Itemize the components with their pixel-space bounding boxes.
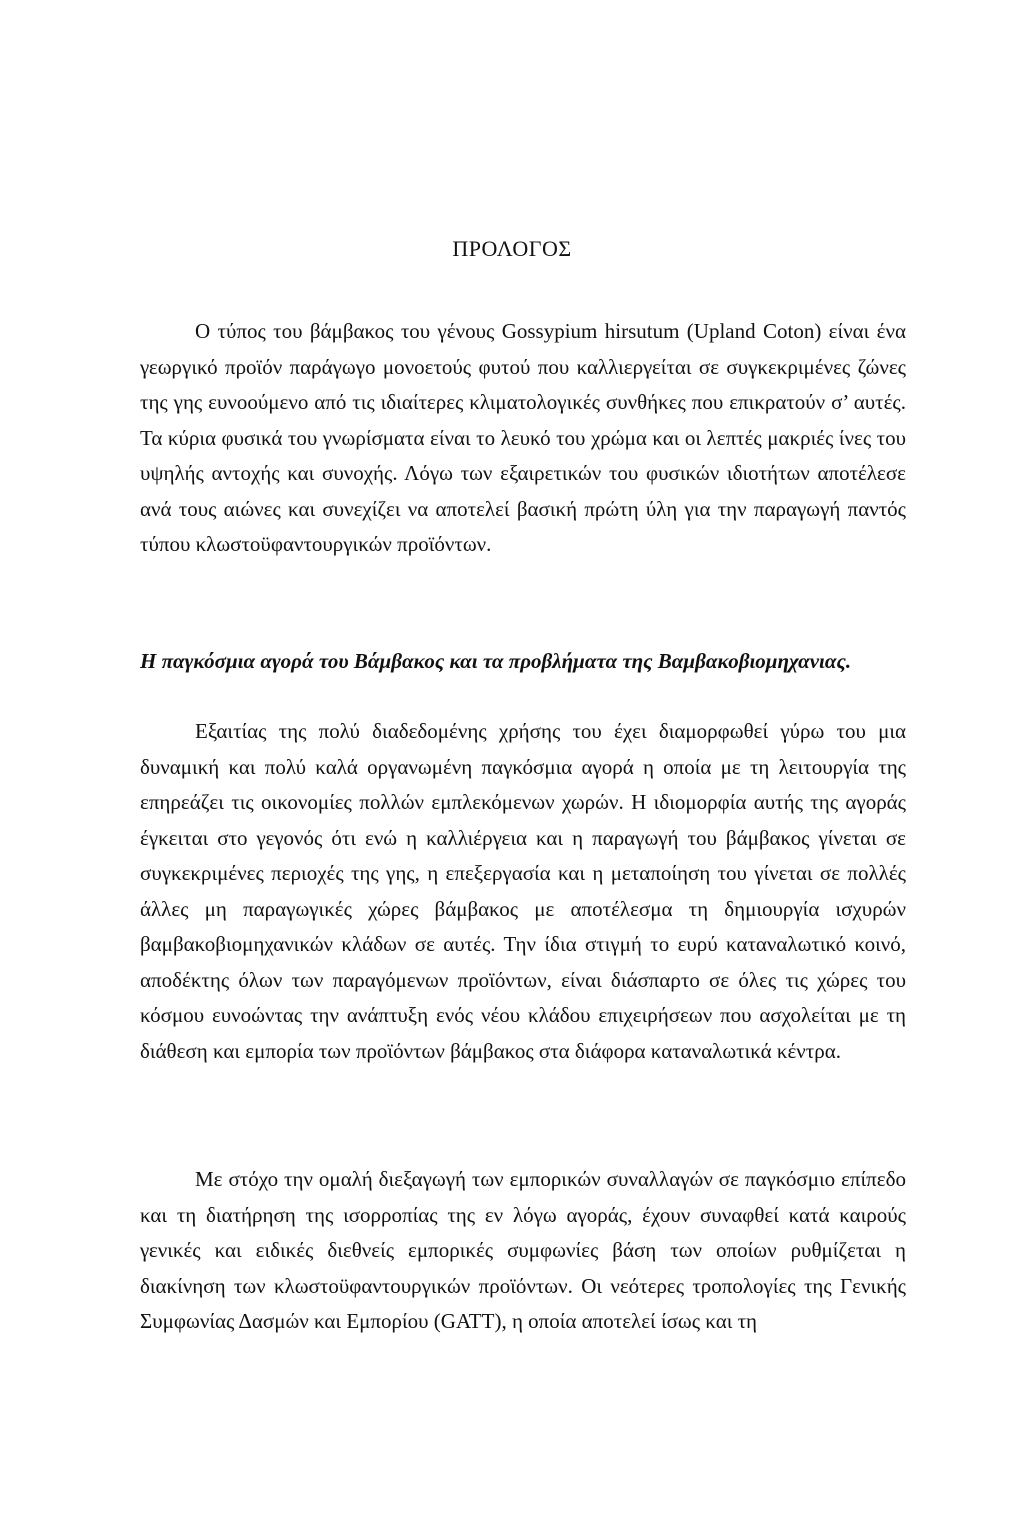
paragraph-agreements: Με στόχο την ομαλή διεξαγωγή των εμπορικών συναλλαγών σε παγκόσμιο επίπεδο και τη διατήρηση της ισορροπίας της εν λόγω αγοράς, έχουν συναφθεί κατά καιρούς γενικές και ειδικές διεθνείς εμπορικές συμφωνίες βάση των οποίων ρυθμίζεται η διακίνηση των κλωστοϋφαντουργικών προϊόντων. Οι νεότερες τροπολογίες της Γενικής Συμφωνίας Δασμών και Εμπορίου (GATT), η οποία αποτελεί ίσως και τη (140, 1167, 906, 1333)
paragraph-intro: Ο τύπος του βάμβακος του γένους Gossypium hirsutum (Upland Coton) είναι ένα γεωργικό προϊόν παράγωγο μονοετούς φυτού που καλλιεργείται σε συγκεκριμένες ζώνες της γης ευνοούμενο από τις ιδιαίτερες κλιματολογικές συνθήκες που επικρατούν σ’ αυτές. Τα κύρια φυσικά του γνωρίσματα είναι το λευκό του χρώμα και οι λεπτές μακριές ίνες του υψηλής αντοχής και συνοχής. Λόγω των εξαιρετικών του φυσικών ιδιοτήτων αποτέλεσε ανά τους αιώνες και συνεχίζει να αποτελεί βασική πρώτη ύλη για την παραγωγή παντός τύπου κλωστοϋφαντουργικών προϊόντων. (140, 319, 906, 556)
page-title: ΠΡΟΛΟΓΟΣ (452, 236, 572, 261)
paragraph-market: Εξαιτίας της πολύ διαδεδομένης χρήσης του έχει διαμορφωθεί γύρω του μια δυναμική και πολύ καλά οργανωμένη παγκόσμια αγορά η οποία με τη λειτουργία της επηρεάζει τις οικονομίες πολλών εμπλεκόμενων χωρών. Η ιδιομορφία αυτής της αγοράς έγκειται στο γεγονός ότι ενώ η καλλιέργεια και η παραγωγή του βάμβακος γίνεται σε συγκεκριμένες περιοχές της γης, η επεξεργασία και η μεταποίηση του γίνεται σε πολλές άλλες μη παραγωγικές χώρες βάμβακος με αποτέλεσμα τη δημιουργία ισχυρών βαμβακοβιομηχανικών κλάδων σε αυτές. Την ίδια στιγμή το ευρύ καταναλωτικό κοινό, αποδέκτης όλων των παραγόμενων προϊόντων, είναι διάσπαρτο σε όλες τις χώρες του κόσμου ευνοώντας την ανάπτυξη ενός νέου κλάδου επιχειρήσεων που ασχολείται με τη διάθεση και εμπορία των προϊόντων βάμβακος στα διάφορα καταναλωτικά κέντρα. (140, 719, 906, 1063)
section-heading: Η παγκόσμια αγορά του Βάμβακος και τα προβλήματα της Βαμβακοβιομηχανιας. (140, 649, 852, 673)
